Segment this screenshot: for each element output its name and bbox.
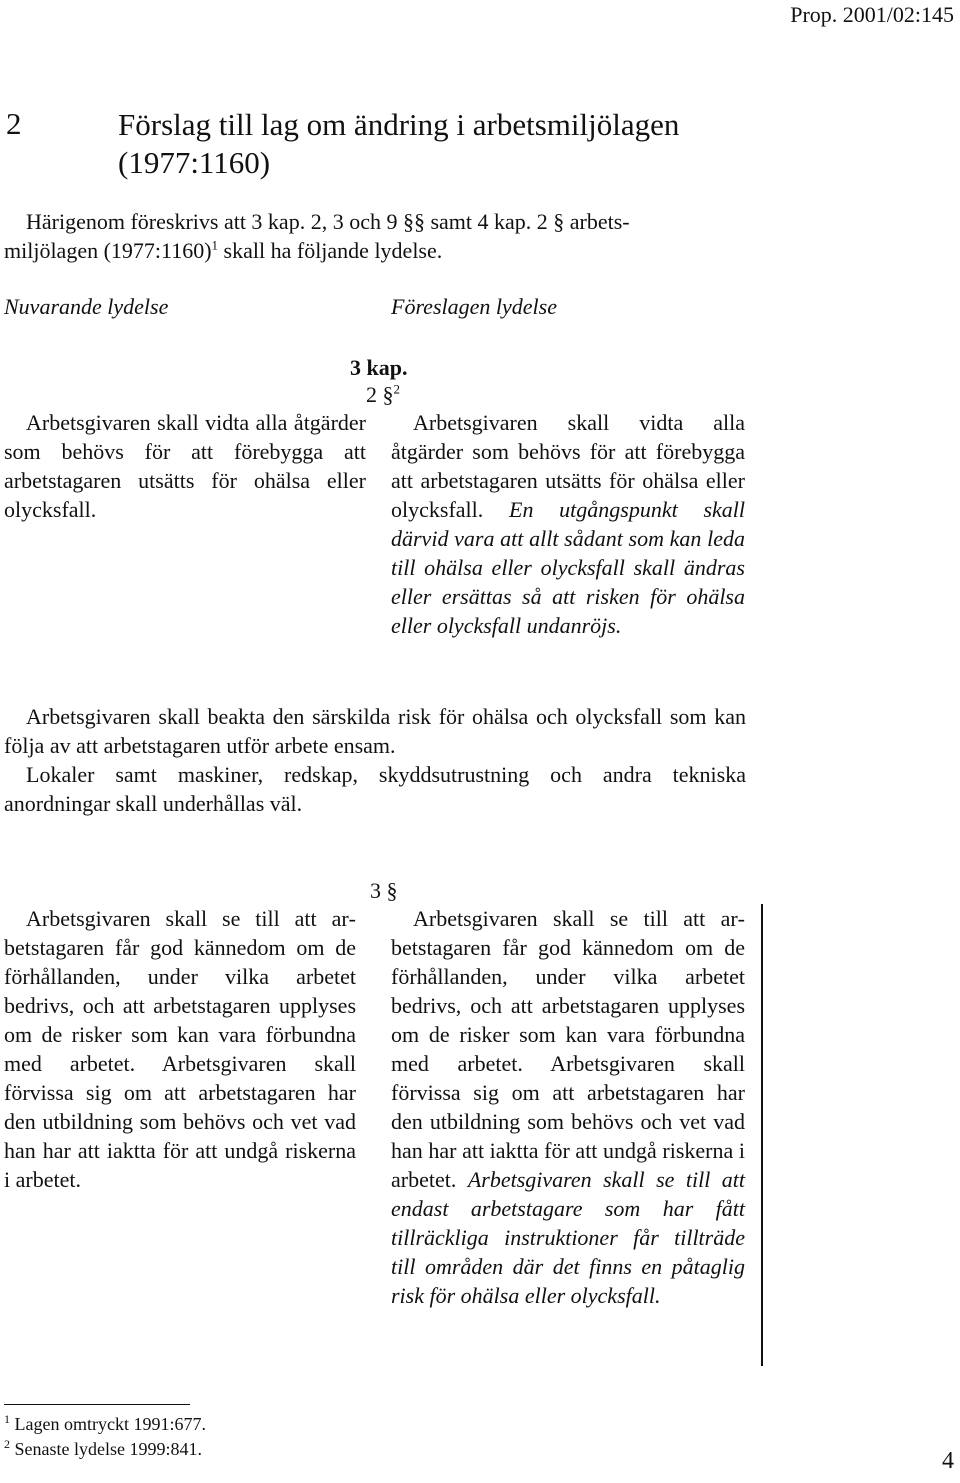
paragraph-2-proposed-body: Arbetsgivaren skall vidta alla åtgärder som behövs för att förebygga att arbetstagaren utsätts för ohälsa eller olycksfall. (391, 410, 745, 522)
paragraph-3-current-text (4, 904, 356, 1194)
paragraph-2-common-p1: Arbetsgivaren skall beakta den särskilda risk för ohälsa och olycksfall som kan följa av att arbetstagaren utför arbete ensam. (4, 704, 746, 758)
paragraph-3-proposed-body: Arbetsgivaren skall se till att arbetstagaren får god kännedom om de förhållanden, under vilka arbetet bedrivs, och att arbetstagaren upplyses om de risker som kan vara förbundna med arbetet. Arbetsgivaren skall förvissa sig om att arbetstagaren har den utbildning som behövs och vet vad han har att iaktta för att undgå riskerna i arbetet. (391, 906, 745, 1192)
paragraph-3-proposed-addition: Arbetsgivaren skall se till att endast arbetstagare som har fått tillräckliga instruktioner får tillträde till områden där det finns en påtaglig risk för ohälsa eller olycksfall. (391, 1167, 745, 1308)
footnote-2 (4, 1437, 206, 1462)
paragraph-2-current-body: Arbetsgivaren skall vidta alla åtgärder som behövs för att förebygga att arbetstagaren utsätts för ohälsa eller olycksfall. (4, 410, 366, 522)
paragraph-2-current-text (4, 408, 366, 524)
page-number: 4 (942, 1448, 954, 1474)
paragraph-2-proposed-text (391, 408, 745, 640)
footnote-1-mark: 1 (4, 1412, 10, 1426)
current-wording-heading: Nuvarande lydelse (4, 294, 169, 319)
intro-line-2-text: miljölagen (1977:1160) (4, 238, 212, 263)
section-number: 2 (6, 106, 22, 141)
paragraph-2-common-p2: Lokaler samt maskiner, redskap, skyddsutrustning och andra tekniska anordningar skall underhållas väl. (4, 762, 746, 816)
intro-line-2-rest: skall ha följande lydelse. (218, 238, 443, 263)
intro-paragraph (4, 207, 766, 265)
footnote-1 (4, 1412, 206, 1437)
footnotes (4, 1412, 206, 1462)
paragraph-3-proposed-text (391, 904, 745, 1310)
paragraph-3-label: 3 § (370, 878, 398, 903)
footnote-2-mark: 2 (4, 1437, 10, 1451)
chapter-heading: 3 kap. (350, 355, 408, 380)
change-marker-bar (761, 904, 763, 1366)
paragraph-2-label-text: 2 § (366, 382, 394, 407)
intro-line-1: Härigenom föreskrivs att 3 kap. 2, 3 och 9 §§ samt 4 kap. 2 § arbets- (26, 209, 630, 234)
paragraph-2-label (366, 382, 400, 408)
proposed-wording-heading: Föreslagen lydelse (391, 294, 557, 319)
paragraph-2-proposed-addition: En utgångspunkt skall därvid vara att allt sådant som kan leda till ohälsa eller olycksfall skall ändras eller ersättas så att risken för ohälsa eller olycksfall undanröjs. (391, 497, 745, 638)
paragraph-3-current-body: Arbetsgivaren skall se till att arbetstagaren får god kännedom om de förhållanden, under vilka arbetet bedrivs, och att arbetstagaren upplyses om de risker som kan vara förbundna med arbetet. Arbetsgivaren skall förvissa sig om att arbetstagaren har den utbildning som behövs och vet vad han har att iaktta för att undgå riskerna i arbetet. (4, 906, 356, 1192)
footnote-ref-2: 2 (393, 381, 400, 397)
section-title: Förslag till lag om ändring i arbetsmiljölagen (1977:1160) (118, 107, 680, 180)
footnote-1-text: Lagen omtryckt 1991:677. (14, 1414, 206, 1434)
document-reference: Prop. 2001/02:145 (790, 2, 954, 27)
footnote-2-text: Senaste lydelse 1999:841. (14, 1439, 202, 1459)
footnote-divider (4, 1404, 190, 1405)
footnote-ref-1: 1 (211, 237, 219, 253)
paragraph-2-common-text (4, 702, 746, 818)
